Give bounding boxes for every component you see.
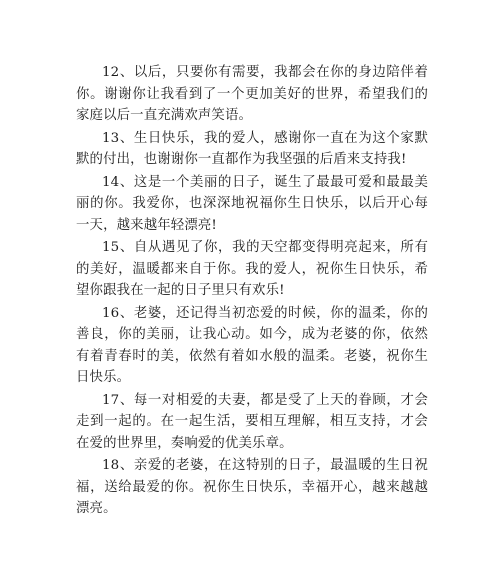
paragraph-18: 18、亲爱的老婆，在这特别的日子，最温暖的生日祝福，送给最爱的你。祝你生日快乐，幸福开心，越来越越漂亮。: [76, 458, 428, 516]
paragraph-15: 15、自从遇见了你，我的天空都变得明亮起来，所有的美好，温暖都来自于你。我的爱人，祝你生日快乐，希望你跟我在一起的日子里只有欢乐!: [76, 240, 428, 298]
paragraph-14: 14、这是一个美丽的日子，诞生了最最可爱和最最美丽的你。我爱你，也深深地祝福你生日快乐，以后开心每一天，越来越年轻漂亮!: [76, 174, 428, 233]
paragraph-16: 16、老婆，还记得当初恋爱的时候，你的温柔，你的善良，你的美丽，让我心动。如今，成为老婆的你，依然有着青春时的美，依然有着如水般的温柔。老婆，祝你生日快乐。: [76, 305, 428, 385]
paragraph-13: 13、生日快乐，我的爱人，感谢你一直在为这个家默默的付出，也谢谢你一直都作为我坚强的后盾来支持我!: [76, 130, 428, 167]
document-body: [76, 62, 428, 521]
paragraph-12: 12、以后，只要你有需要，我都会在你的身边陪伴着你。谢谢你让我看到了一个更加美好的世界，希望我们的家庭以后一直充满欢声笑语。: [76, 65, 428, 123]
paragraph-17: 17、每一对相爱的夫妻，都是受了上天的眷顾，才会走到一起的。在一起生活，要相互理解，相互支持，才会在爱的世界里，奏响爱的优美乐章。: [76, 392, 428, 451]
